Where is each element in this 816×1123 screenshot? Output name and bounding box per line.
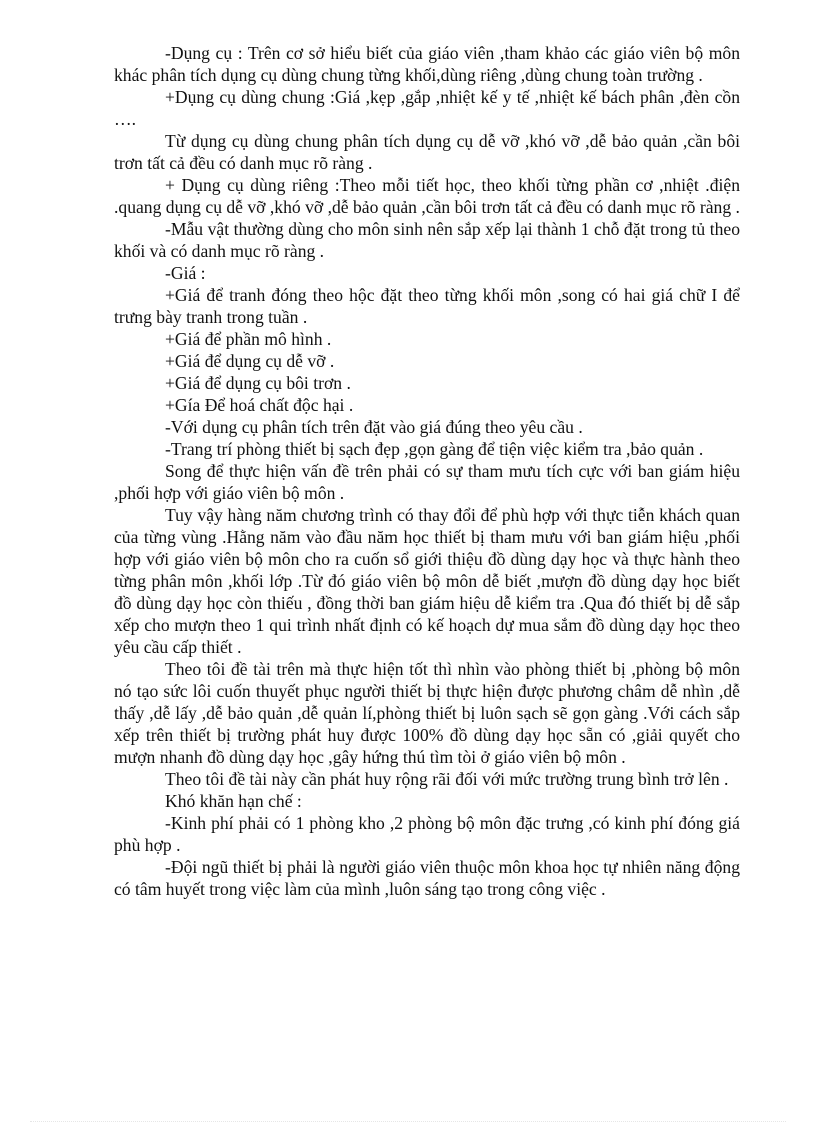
paragraph-kho-khan-heading: Khó khăn hạn chế :	[165, 791, 302, 811]
document-body	[114, 42, 740, 900]
paragraph-trang-tri: -Trang trí phòng thiết bị sạch đẹp ,gọn gàng để tiện việc kiểm tra ,bảo quản .	[165, 439, 704, 459]
paragraph-tuy-vay: Tuy vậy hàng năm chương trình có thay đổi để phù hợp với thực tiễn khách quan của từng vùng .Hằng năm vào đầu năm học thiết bị tham mưu với ban giám hiệu ,phối hợp với giáo viên bộ môn cho ra cuốn sổ giới thiệu đồ dùng dạy học và thực hành theo từng phân môn ,khối lớp .Từ đó giáo viên bộ môn dễ biết ,mượn đồ dùng dạy học biết đồ dùng dạy học còn thiếu , đồng thời ban giám hiệu dễ kiểm tra .Qua đó thiết bị dễ sắp xếp cho mượn theo 1 qui trình nhất định có kế hoạch dự mua sắm đồ dùng dạy học theo yêu cầu cấp thiết .	[114, 505, 740, 657]
paragraph-phan-tich-dung-chung: Từ dụng cụ dùng chung phân tích dụng cụ dễ vỡ ,khó vỡ ,dễ bảo quản ,cần bôi trơn tất cả đều có danh mục rõ ràng .	[114, 131, 740, 173]
paragraph-kinh-phi: -Kinh phí phải có 1 phòng kho ,2 phòng bộ môn đặc trưng ,có kinh phí đóng giá phù hợp .	[114, 813, 740, 855]
paragraph-dung-cu-dung-rieng: + Dụng cụ dùng riêng :Theo mỗi tiết học, theo khối từng phần cơ ,nhiệt .điện .quang dụng cụ dễ vỡ ,khó vỡ ,dễ bảo quản ,cần bôi trơn tất cả đều có danh mục rõ ràng .	[114, 175, 740, 217]
paragraph-theo-toi-1: Theo tôi đề tài trên mà thực hiện tốt thì nhìn vào phòng thiết bị ,phòng bộ môn nó tạo sức lôi cuốn thuyết phục người thiết bị thực hiện được phương châm dễ nhìn ,dễ thấy ,dễ lấy ,dễ bảo quản ,dễ quản lí,phòng thiết bị luôn sạch sẽ gọn gàng .Với cách sắp xếp trên thiết bị trường phát huy được 100% đồ dùng dạy học sẵn có ,giải quyết cho mượn nhanh đồ dùng dạy học ,gây hứng thú tìm tòi ở giáo viên bộ môn .	[114, 659, 740, 767]
paragraph-mau-vat: -Mẫu vật thường dùng cho môn sinh nên sắp xếp lại thành 1 chỗ đặt trong tủ theo khối và có danh mục rõ ràng .	[114, 219, 740, 261]
paragraph-theo-toi-2: Theo tôi đề tài này cần phát huy rộng rãi đối với mức trường trung bình trở lên .	[165, 769, 729, 789]
paragraph-doi-ngu: -Đội ngũ thiết bị phải là người giáo viên thuộc môn khoa học tự nhiên năng động có tâm huyết trong việc làm của mình ,luôn sáng tạo trong công việc .	[114, 857, 740, 899]
paragraph-dung-cu: -Dụng cụ : Trên cơ sở hiểu biết của giáo viên ,tham khảo các giáo viên bộ môn khác phân tích dụng cụ dùng chung từng khối,dùng riêng ,dùng chung toàn trường .	[114, 43, 740, 85]
paragraph-gia-de-vo: +Giá để dụng cụ dễ vỡ .	[165, 351, 335, 371]
paragraph-dat-vao-gia: -Với dụng cụ phân tích trên đặt vào giá đúng theo yêu cầu .	[165, 417, 583, 437]
paragraph-gia-hoa-chat: +Gía Để hoá chất độc hại .	[165, 395, 354, 415]
page-bottom-rule	[30, 1121, 786, 1122]
paragraph-gia-mo-hinh: +Giá để phần mô hình .	[165, 329, 332, 349]
paragraph-dung-cu-dung-chung: +Dụng cụ dùng chung :Giá ,kẹp ,gắp ,nhiệt kế y tế ,nhiệt kế bách phân ,đèn cồn ….	[114, 87, 740, 129]
paragraph-gia-de-tranh: +Giá để tranh đóng theo hộc đặt theo từng khối môn ,song có hai giá chữ I để trưng bày tranh trong tuần .	[114, 285, 740, 327]
paragraph-tham-muu: Song để thực hiện vấn đề trên phải có sự tham mưu tích cực với ban giám hiệu ,phối hợp với giáo viên bộ môn .	[114, 461, 740, 503]
paragraph-gia-heading: -Giá :	[165, 263, 206, 283]
paragraph-gia-boi-tron: +Giá để dụng cụ bôi trơn .	[165, 373, 351, 393]
